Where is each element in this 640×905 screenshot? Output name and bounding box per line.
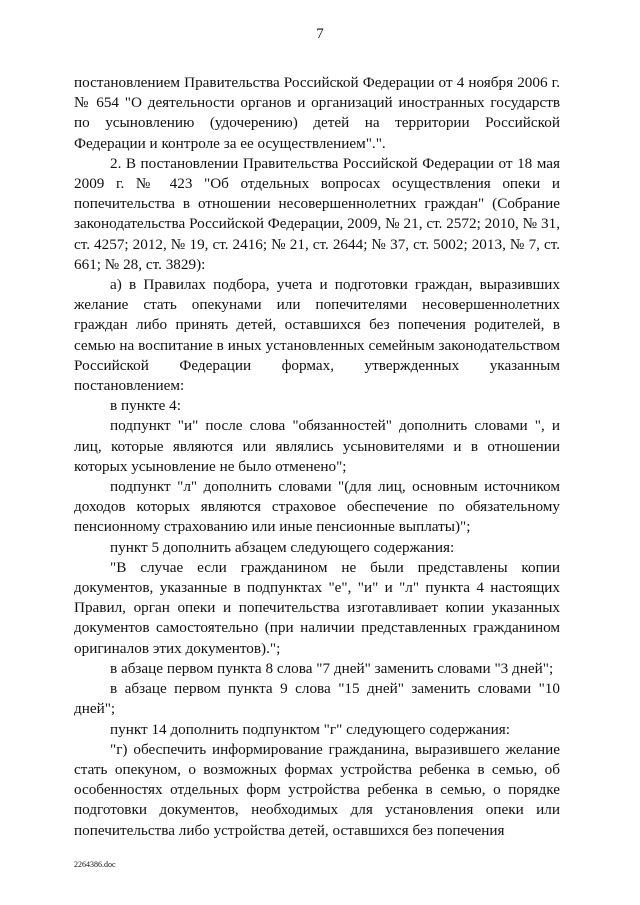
paragraph-point-9: в абзаце первом пункта 9 слова "15 дней" заменить словами "10 дней"; xyxy=(74,680,560,718)
page-number: 7 xyxy=(316,26,324,42)
document-body xyxy=(74,73,560,841)
paragraph-item-2: 2. В постановлении Правительства Российской Федерации от 18 мая 2009 г. № 423 "Об отдельных вопросах осуществления опеки и попечительства в отношении несовершеннолетних граждан" (Собрание законодательства Российской Федерации, 2009, № 21, ст. 2572; 2010, № 31, ст. 4257; 2012, № 19, ст. 2416; № 21, ст. 2644; № 37, ст. 5002; 2013, № 7, ст. 661; № 28, ст. 3829): xyxy=(74,154,560,273)
footer-document-code: 2264386.doc xyxy=(74,860,116,869)
paragraph-point-5: пункт 5 дополнить абзацем следующего содержания: xyxy=(110,538,455,556)
paragraph-point-4: в пункте 4: xyxy=(110,397,181,415)
paragraph-subpoint-g: "г) обеспечить информирование гражданина, выразившего желание стать опекуном, о возможных формах устройства ребенка в семью, об особенностях отдельных форм устройства ребенка в семью, о порядке подготовки документов, необходимых для установления опеки или попечительства либо устройства детей, оставшихся без попечения xyxy=(74,740,560,839)
paragraph-quote-copies: "В случае если гражданином не были представлены копии документов, указанные в подпунктах "е", "и" и "л" пункта 4 настоящих Правил, орган опеки и попечительства изготавливает копии указанных документов самостоятельно (при наличии представленных гражданином оригиналов этих документов)."; xyxy=(74,558,560,657)
paragraph-item-a: а) в Правилах подбора, учета и подготовки граждан, выразивших желание стать опекунами или попечителями несовершеннолетних граждан либо принять детей, оставшихся без попечения родителей, в семью на воспитание в иных установленных семейным законодательством Российской Федерации формах, утвержденных указанным постановлением: xyxy=(74,276,560,395)
paragraph-point-8: в абзаце первом пункта 8 слова "7 дней" заменить словами "3 дней"; xyxy=(110,659,554,677)
paragraph-subpoint-i: подпункт "и" после слова "обязанностей" дополнить словами ", и лиц, которые являются или являлись усыновителями и в отношении которых усыновление не было отменено"; xyxy=(74,417,560,475)
paragraph-continuation: постановлением Правительства Российской Федерации от 4 ноября 2006 г. № 654 "О деятельности органов и организаций иностранных государств по усыновлению (удочерению) детей на территории Российской Федерации и контроле за ее осуществлением".". xyxy=(74,74,560,152)
paragraph-point-14: пункт 14 дополнить подпунктом "г" следующего содержания: xyxy=(110,720,510,738)
paragraph-subpoint-l: подпункт "л" дополнить словами "(для лиц, основным источником доходов которых являются страховое обеспечение по обязательному пенсионному страхованию или иные пенсионные выплаты)"; xyxy=(74,478,560,536)
